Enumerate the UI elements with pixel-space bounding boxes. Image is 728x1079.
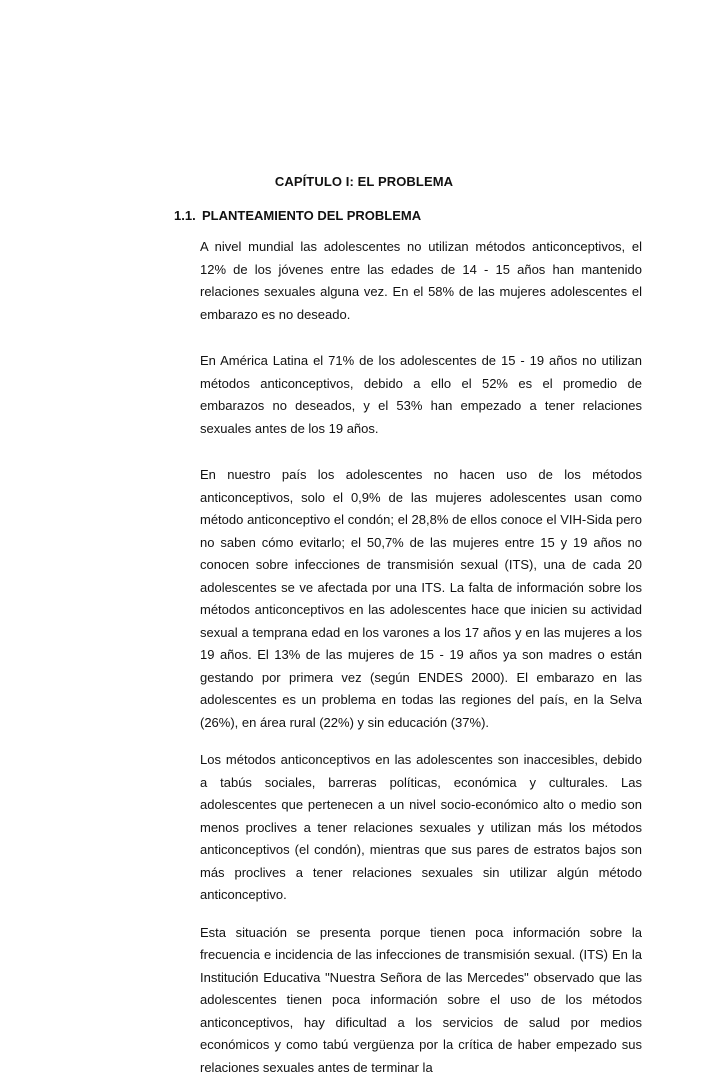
paragraph-5: Esta situación se presenta porque tienen poca información sobre la frecuencia e incidencia de las infecciones de transmisión sexual. (ITS) En la Institución Educativa "Nuestra Señora de las Mercedes" observado que las adolescentes tienen poca información sobre el uso de los métodos anticonceptivos, hay dificultad a los servicios de salud por medios económicos y como tabú vergüenza por la crítica de haber empezado sus relaciones sexuales antes de terminar la [200, 922, 642, 1079]
paragraph-3: En nuestro país los adolescentes no hacen uso de los métodos anticonceptivos, solo el 0,9% de las mujeres adolescentes usan como método anticonceptivo el condón; el 28,8% de ellos conoce el VIH-Sida pero no saben cómo evitarlo; el 50,7% de las mujeres entre 15 y 19 años no conocen sobre infecciones de transmisión sexual (ITS), una de cada 20 adolescentes se ve afectada por una ITS. La falta de información sobre los métodos anticonceptivos en las adolescentes hace que inicien su actividad sexual a temprana edad en los varones a los 17 años y en las mujeres a los 19 años. El 13% de las mujeres de 15 - 19 años ya son madres o están gestando por primera vez (según ENDES 2000). El embarazo en las adolescentes es un problema en todas las regiones del país, en la Selva (26%), en área rural (22%) y sin educación (37%). [200, 464, 642, 734]
chapter-title: CAPÍTULO I: EL PROBLEMA [0, 174, 728, 189]
paragraph-1: A nivel mundial las adolescentes no utilizan métodos anticonceptivos, el 12% de los jóvenes entre las edades de 14 - 15 años han mantenido relaciones sexuales alguna vez. En el 58% de las mujeres adolescentes el embarazo es no deseado. [200, 236, 642, 326]
document-body [200, 236, 642, 1079]
section-number: 1.1. [174, 208, 202, 223]
section-heading [174, 208, 421, 223]
section-title: PLANTEAMIENTO DEL PROBLEMA [202, 208, 421, 223]
paragraph-2: En América Latina el 71% de los adolescentes de 15 - 19 años no utilizan métodos anticonceptivos, debido a ello el 52% es el promedio de embarazos no deseados, y el 53% han empezado a tener relaciones sexuales antes de los 19 años. [200, 350, 642, 440]
paragraph-4: Los métodos anticonceptivos en las adolescentes son inaccesibles, debido a tabús sociales, barreras políticas, económica y culturales. Las adolescentes que pertenecen a un nivel socio-económico alto o medio son menos proclives a tener relaciones sexuales y utilizan más los métodos anticonceptivos (el condón), mientras que sus pares de estratos bajos son más proclives a tener relaciones sexuales sin utilizar algún método anticonceptivo. [200, 749, 642, 907]
